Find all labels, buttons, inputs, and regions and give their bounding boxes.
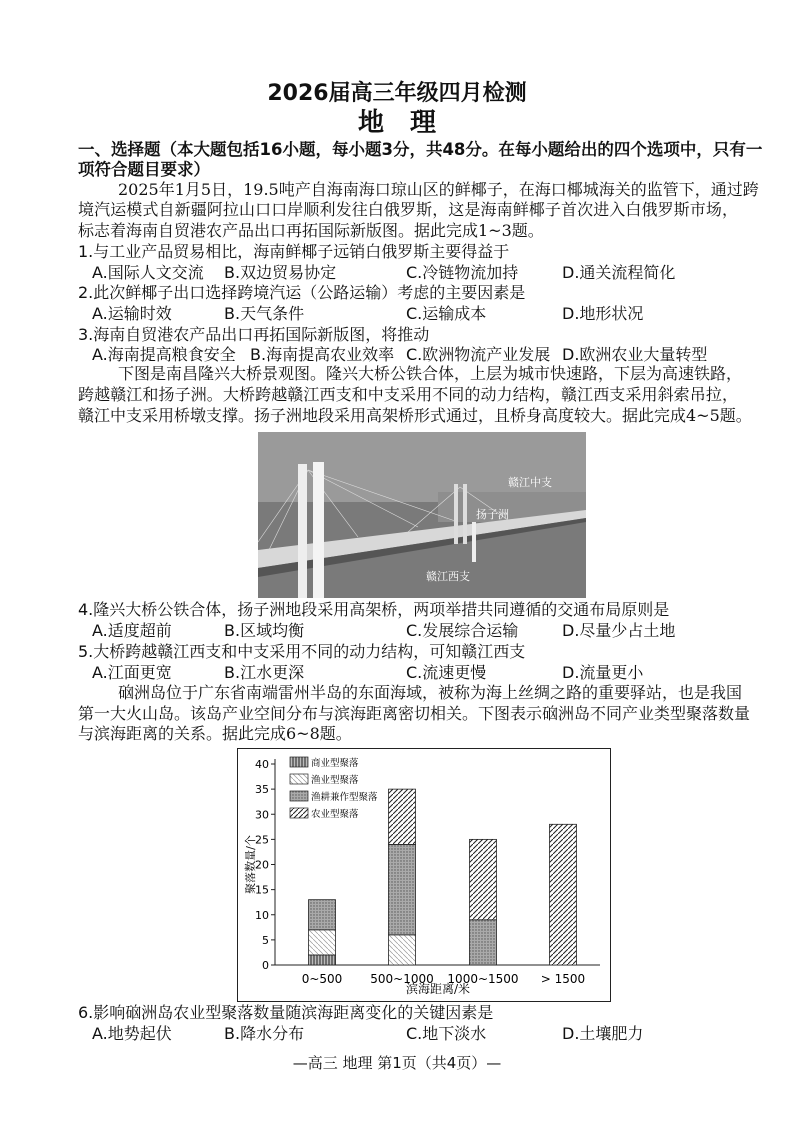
bridge-illustration bbox=[258, 432, 586, 598]
q2-option-a: A.运输时效 bbox=[92, 304, 172, 323]
q2-option-b: B.天气条件 bbox=[224, 304, 305, 323]
y-tick-label: 40 bbox=[255, 758, 269, 771]
q3-option-c: C.欧洲物流产业发展 bbox=[406, 345, 551, 364]
y-tick-label: 30 bbox=[255, 808, 269, 822]
q4-option-b: B.区域均衡 bbox=[224, 621, 305, 640]
legend-label: 渔耕兼作型聚落 bbox=[311, 792, 378, 803]
q6-option-c: C.地下淡水 bbox=[406, 1024, 487, 1043]
q6-option-a: A.地势起伏 bbox=[92, 1024, 172, 1043]
x-tick-label: 0~500 bbox=[301, 972, 343, 986]
passage-1-line: 境汽运模式自新疆阿拉山口口岸顺利发往白俄罗斯，这是海南鲜椰子首次进入白俄罗斯市场， bbox=[78, 200, 738, 219]
legend-label: 商业型聚落 bbox=[311, 758, 359, 769]
bridge-photo bbox=[258, 432, 586, 598]
question-6-stem: 6.影响硇洲岛农业型聚落数量随滨海距离变化的关键因素是 bbox=[78, 1003, 494, 1022]
y-tick-label: 10 bbox=[255, 908, 269, 922]
exam-title: 2026届高三年级四月检测 bbox=[267, 81, 527, 106]
y-tick-label: 15 bbox=[255, 883, 269, 897]
question-2-stem: 2.此次鲜椰子出口选择跨境汽运（公路运输）考虑的主要因素是 bbox=[78, 283, 526, 302]
photo-label-west-branch: 赣江西支 bbox=[426, 570, 470, 583]
q3-option-d: D.欧洲农业大量转型 bbox=[562, 345, 708, 364]
legend-swatch bbox=[290, 774, 308, 784]
x-tick-label: 1000~1500 bbox=[447, 972, 519, 986]
x-tick-label: > 1500 bbox=[540, 972, 586, 986]
y-tick-label: 5 bbox=[262, 933, 269, 947]
passage-3-line: 第一大火山岛。该岛产业空间分布与滨海距离密切相关。下图表示硇洲岛不同产业类型聚落数量 bbox=[78, 704, 751, 723]
q1-option-d: D.通关流程简化 bbox=[562, 263, 676, 282]
bar-segment bbox=[550, 824, 577, 965]
passage-3-line: 硇洲岛位于广东省南端雷州半岛的东面海域，被称为海上丝绸之路的重要驿站，也是我国 bbox=[118, 683, 743, 702]
settlement-bar-chart bbox=[237, 748, 611, 1002]
legend-swatch bbox=[290, 791, 308, 801]
bar-segment bbox=[389, 789, 416, 844]
question-3-stem: 3.海南自贸港农产品出口再拓国际新版图，将推动 bbox=[78, 325, 430, 344]
bar-segment bbox=[470, 920, 497, 965]
bar-segment bbox=[309, 930, 336, 955]
q5-option-c: C.流速更慢 bbox=[406, 663, 487, 682]
passage-2-line: 跨越赣江和扬子洲。大桥跨越赣江西支和中支采用不同的动力结构，赣江西支采用斜索吊拉， bbox=[78, 385, 738, 404]
bar-segment bbox=[389, 935, 416, 965]
legend-label: 农业型聚落 bbox=[311, 809, 359, 820]
question-4-stem: 4.隆兴大桥公铁合体，扬子洲地段采用高架桥，两项举措共同遵循的交通布局原则是 bbox=[78, 600, 670, 619]
q3-option-b: B.海南提高农业效率 bbox=[250, 345, 395, 364]
photo-label-yangzizhou: 扬子洲 bbox=[476, 508, 509, 521]
q6-option-d: D.土壤肥力 bbox=[562, 1024, 644, 1043]
bar-segment bbox=[470, 839, 497, 919]
q1-option-c: C.冷链物流加持 bbox=[406, 263, 519, 282]
passage-2-line: 赣江中支采用桥墩支撑。扬子洲地段采用高架桥形式通过，且桥身高度较大。据此完成4~5题。 bbox=[78, 406, 752, 425]
bar-segment bbox=[309, 955, 336, 965]
q6-option-b: B.降水分布 bbox=[224, 1024, 305, 1043]
section-heading-cont: 项符合题目要求） bbox=[78, 160, 210, 179]
y-tick-label: 0 bbox=[262, 959, 269, 972]
legend-swatch bbox=[290, 808, 308, 818]
chart-canvas bbox=[238, 749, 609, 1000]
bar-segment bbox=[309, 900, 336, 930]
y-tick-label: 25 bbox=[255, 833, 269, 847]
passage-1-line: 标志着海南自贸港农产品出口再拓国际新版图。据此完成1~3题。 bbox=[78, 221, 544, 240]
x-axis-label: 滨海距离/米 bbox=[405, 982, 471, 996]
x-tick-label: 500~1000 bbox=[370, 972, 434, 986]
y-tick-label: 35 bbox=[255, 783, 269, 797]
section-heading: 一、选择题（本大题包括16小题，每小题3分，共48分。在每小题给出的四个选项中，只有一 bbox=[78, 140, 763, 159]
legend-label: 渔业型聚落 bbox=[311, 775, 359, 786]
subject-title: 地 理 bbox=[357, 108, 436, 138]
legend-swatch bbox=[290, 757, 308, 767]
q2-option-d: D.地形状况 bbox=[562, 304, 644, 323]
q4-option-a: A.适度超前 bbox=[92, 621, 172, 640]
bar-segment bbox=[389, 844, 416, 934]
photo-label-middle-branch: 赣江中支 bbox=[508, 476, 552, 489]
q5-option-b: B.江水更深 bbox=[224, 663, 305, 682]
y-tick-label: 20 bbox=[255, 858, 269, 872]
passage-2-line: 下图是南昌隆兴大桥景观图。隆兴大桥公铁合体，上层为城市快速路，下层为高速铁路， bbox=[118, 364, 743, 383]
y-axis-label: 聚落数量/个 bbox=[244, 835, 257, 894]
passage-3-line: 与滨海距离的关系。据此完成6~8题。 bbox=[78, 724, 352, 743]
passage-1-line: 2025年1月5日，19.5吨产自海南海口琼山区的鲜椰子，在海口椰城海关的监管下，通过跨 bbox=[118, 180, 759, 199]
q3-option-a: A.海南提高粮食安全 bbox=[92, 345, 236, 364]
question-1-stem: 1.与工业产品贸易相比，海南鲜椰子远销白俄罗斯主要得益于 bbox=[78, 242, 510, 261]
q2-option-c: C.运输成本 bbox=[406, 304, 487, 323]
q4-option-c: C.发展综合运输 bbox=[406, 621, 519, 640]
question-5-stem: 5.大桥跨越赣江西支和中支采用不同的动力结构，可知赣江西支 bbox=[78, 642, 526, 661]
q5-option-d: D.流量更小 bbox=[562, 663, 644, 682]
q4-option-d: D.尽量少占土地 bbox=[562, 621, 676, 640]
page-footer: —高三 地理 第1页（共4页）— bbox=[292, 1054, 502, 1072]
q1-option-a: A.国际人文交流 bbox=[92, 263, 204, 282]
q1-option-b: B.双边贸易协定 bbox=[224, 263, 337, 282]
q5-option-a: A.江面更宽 bbox=[92, 663, 172, 682]
